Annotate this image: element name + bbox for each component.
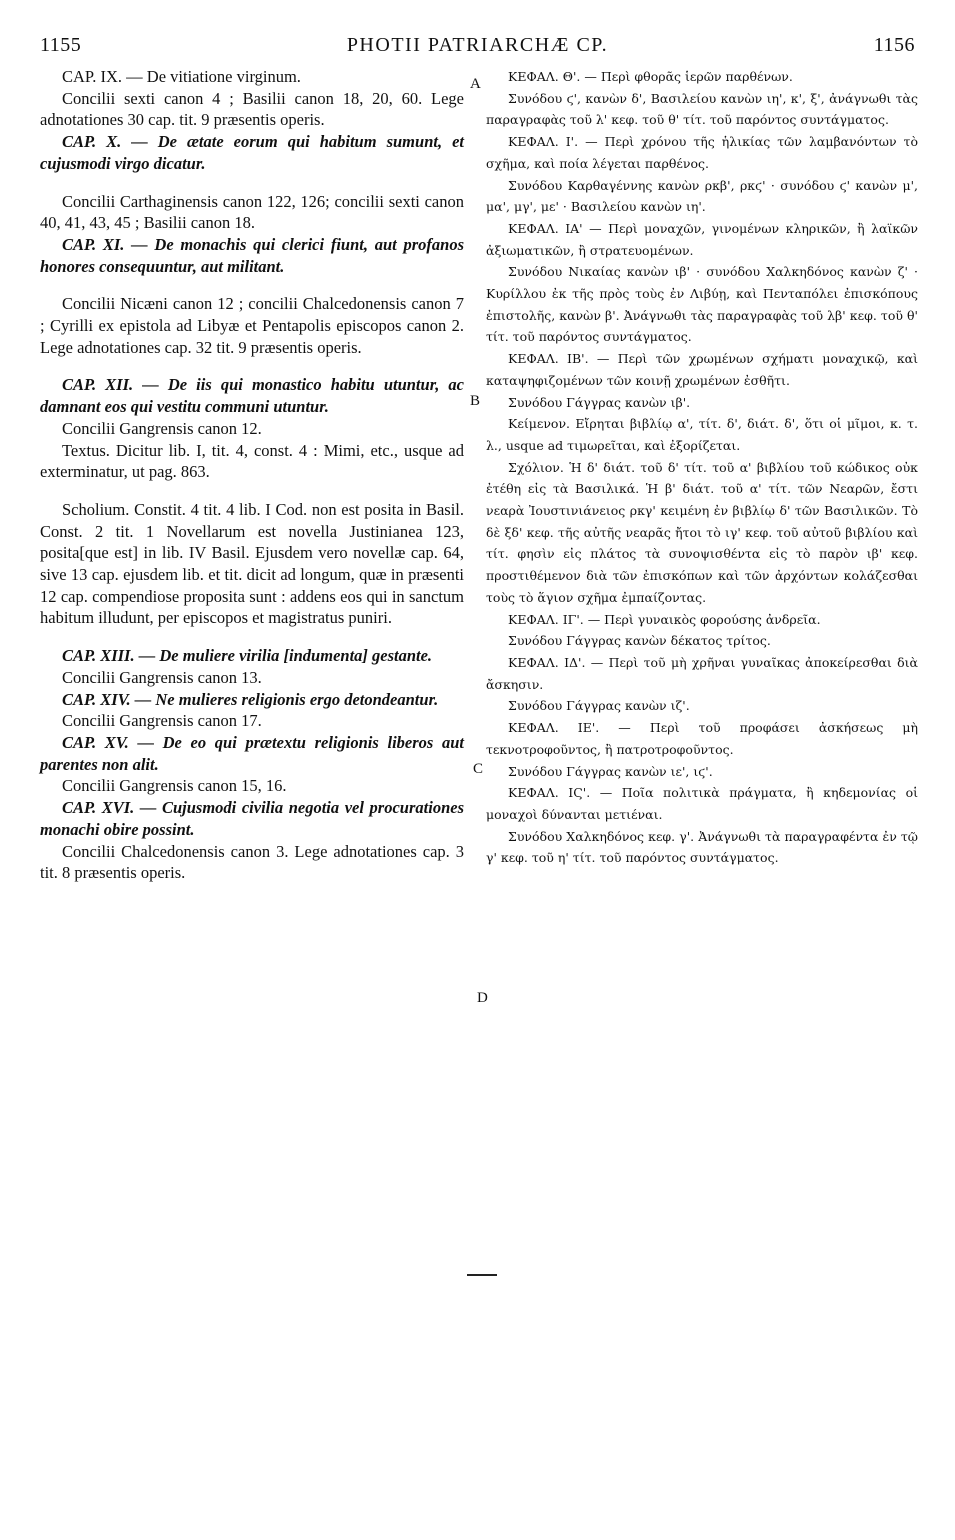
cap15-heading: CAP. XV. — De eo qui prætextu religionis liberos aut parentes non alit. xyxy=(40,732,464,774)
cap9-body: Concilii sexti canon 4 ; Basilii canon 18, 20, 60. Lege adnotationes 30 cap. tit. 9 præsentis operis. xyxy=(40,88,464,130)
margin-letter-c: C xyxy=(473,761,484,777)
kephal11-body: Συνόδου Νικαίας κανὼν ιβ' · συνόδου Χαλκηδόνος κανὼν ζ' · Κυρίλλου ἐκ τῆς πρὸς τοὺς ἐν Λιβύῃ, καὶ Πενταπόλει ἐπισκόπους ἐπιστολῆς, κανὼν β'. Ἀνάγνωθι τὰς παραγραφὰς τοῦ λβ' κεφ. τοῦ θ' τίτ. τοῦ παρόντος συντάγματος. xyxy=(486,264,918,345)
kephal13-body: Συνόδου Γάγγρας κανὼν δέκατος τρίτος. xyxy=(508,633,771,649)
kephal14-heading: ΚΕΦΑΛ. ΙΔ'. — Περὶ τοῦ μὴ χρῆναι γυναῖκας ἀποκείρεσθαι διὰ ἄσκησιν. xyxy=(486,654,918,692)
cap9-heading: CAP. IX. — De vitiatione virginum. xyxy=(62,67,301,86)
kephal10-body: Συνόδου Καρθαγέννης κανὼν ρκβ', ρκϛ' · συνόδου ϛ' κανὼν μ', μα', μγ', με' · Βασιλείου κανὼν ιη'. xyxy=(486,177,918,215)
running-title: PHOTII PATRIARCHÆ CP. xyxy=(346,34,609,56)
cap13-heading: CAP. XIII. — De muliere virilia [indumenta] gestante. xyxy=(62,646,433,666)
cap12-textus: Textus. Dicitur lib. I, tit. 4, const. 4 : Mimi, etc., usque ad exterminatur, ut pag. 863. xyxy=(40,440,464,482)
kephal12-heading: ΚΕΦΑΛ. ΙΒ'. — Περὶ τῶν χρωμένων σχήματι μοναχικῷ, καὶ καταψηφιζομένων τῶν κοινῇ χρωμένων ἐσθῆτι. xyxy=(486,351,918,388)
kephal12-canon: Συνόδου Γάγγρας κανὼν ιβ'. xyxy=(508,394,691,410)
margin-letter-a: A xyxy=(470,76,481,92)
greek-column xyxy=(486,66,918,869)
kephal16-body: Συνόδου Χαλκηδόνος κεφ. γ'. Ἀνάγνωθι τὰ παραγραφέντα ἐν τῷ γ' κεφ. τοῦ η' τίτ. τοῦ παρόντος συντάγματος. xyxy=(486,828,918,866)
right-column-number: 1156 xyxy=(873,34,915,56)
left-column-number: 1155 xyxy=(40,34,82,56)
cap16-heading: CAP. XVI. — Cujusmodi civilia negotia vel procurationes monachi obire possint. xyxy=(40,798,464,839)
kephal15-heading: ΚΕΦΑΛ. ΙΕ'. — Περὶ τοῦ προφάσει ἀσκήσεως μὴ τεκνοτροφοῦντος, ἢ πατροτροφοῦντος. xyxy=(486,720,918,757)
cap13-body: Concilii Gangrensis canon 13. xyxy=(62,667,262,687)
kephal13-heading: ΚΕΦΑΛ. ΙΓ'. — Περὶ γυναικὸς φορούσης ἀνδρεῖα. xyxy=(508,611,821,627)
cap10-body: Concilii Carthaginensis canon 122, 126; concilii sexti canon 40, 41, 43, 45 ; Basilii canon 18. xyxy=(40,191,464,233)
kephal12-textus: Κείμενον. Εἴρηται βιβλίῳ α', τίτ. δ', διάτ. δ', ὅτι οἱ μῖμοι, κ. τ. λ., usque ad τιμωρεῖται, καὶ ἐξορίζεται. xyxy=(486,416,918,453)
kephal10-heading: ΚΕΦΑΛ. Ι'. — Περὶ χρόνου τῆς ἡλικίας τῶν λαμβανόντων τὸ σχῆμα, καὶ ποία λέγεται παρθένος. xyxy=(486,134,918,171)
cap14-heading: CAP. XIV. — Ne mulieres religionis ergo detondeantur. xyxy=(62,689,439,709)
cap12-canon: Concilii Gangrensis canon 12. xyxy=(62,418,262,438)
cap11-body: Concilii Nicæni canon 12 ; concilii Chalcedonensis canon 7 ; Cyrilli ex epistola ad Libyæ et Pentapolis episcopos canon 2. Lege adnotationes cap. 32 tit. 9 præsentis operis. xyxy=(40,294,464,357)
kephal16-heading: ΚΕΦΑΛ. ΙϚ'. — Ποῖα πολιτικὰ πράγματα, ἢ κηδεμονίας οἱ μοναχοὶ δύνανται μετιέναι. xyxy=(486,785,918,822)
cap16-body: Concilii Chalcedonensis canon 3. Lege adnotationes cap. 3 tit. 8 præsentis operis. xyxy=(40,841,464,883)
kephal14-body: Συνόδου Γάγγρας κανὼν ιζ'. xyxy=(508,698,690,714)
section-end-rule xyxy=(467,1274,497,1276)
kephal11-heading: ΚΕΦΑΛ. ΙΑ' — Περὶ μοναχῶν, γινομένων κληρικῶν, ἢ λαϊκῶν ἀξιωματικῶν, ἢ στρατευομένων. xyxy=(486,220,918,258)
kephal12-scholium: Σχόλιον. Ἡ δ' διάτ. τοῦ δ' τίτ. τοῦ α' βιβλίου τοῦ κώδικος οὐκ ἐτέθη εἰς τὰ Βασιλικά. Ἡ β' διάτ. τοῦ α' τίτ. τῶν Νεαρῶν, ἔστι νεαρὰ Ἰουστινιάνειος ρκγ' κειμένη ἐν βιβλίῳ δ' τῶν Βασιλικῶν. Τὸ δὲ ξδ' κεφ. τῆς αὐτῆς νεαρᾶς ἤτοι τὸ ιγ' κεφ. τοῦ αὐτοῦ βιβλίου καὶ τίτ. φησὶν εἰς πλάτος τὰ συνοψισθέντα εἰς τὸ παρὸν ιβ' κεφ. προστιθέμενον διὰ τῶν ἐπισκόπων καὶ τῶν ἀρχόντων κολάζεσθαι τοὺς τὸ ἅγιον σχῆμα ἐμπαίζοντας. xyxy=(486,459,918,605)
cap11-heading: CAP. XI. — De monachis qui clerici fiunt, aut profanos honores consequuntur, aut militant. xyxy=(40,234,464,276)
latin-column xyxy=(40,66,464,884)
margin-letter-b: B xyxy=(470,393,481,409)
margin-letter-d: D xyxy=(477,990,488,1006)
cap15-body: Concilii Gangrensis canon 15, 16. xyxy=(62,776,287,796)
cap12-heading: CAP. XII. — De iis qui monastico habitu utuntur, ac damnant eos qui vestitu communi utuntur. xyxy=(40,375,464,417)
cap12-scholium: Scholium. Constit. 4 tit. 4 lib. I Cod. non est posita in Basil. Const. 2 tit. 1 Novellarum est novella Justinianea 123, posita[que est] in lib. IV Basil. Ejusdem vero novellæ cap. 64, sive 13 cap. ejusdem lib. et tit. dicit ad longum, quæ in præsenti 12 cap. compendiose proposita sunt : addens eos qui in sanctum habitum illudunt, per episcopos et magistratus puniri. xyxy=(40,499,464,628)
kephal15-body: Συνόδου Γάγγρας κανὼν ιε', ιϛ'. xyxy=(508,763,713,779)
kephal9-heading: ΚΕΦΑΛ. Θ'. — Περὶ φθορᾶς ἱερῶν παρθένων. xyxy=(508,69,793,84)
cap14-body: Concilii Gangrensis canon 17. xyxy=(62,711,262,731)
kephal9-body: Συνόδου ϛ', κανὼν δ', Βασιλείου κανὼν ιη', κ', ξ', ἀνάγνωθι τὰς παραγραφὰς τοῦ λ' κεφ. τοῦ θ' τίτ. τοῦ παρόντος συντάγματος. xyxy=(486,90,918,128)
cap10-heading: CAP. X. — De ætate eorum qui habitum sumunt, et cujusmodi virgo dicatur. xyxy=(40,132,464,173)
